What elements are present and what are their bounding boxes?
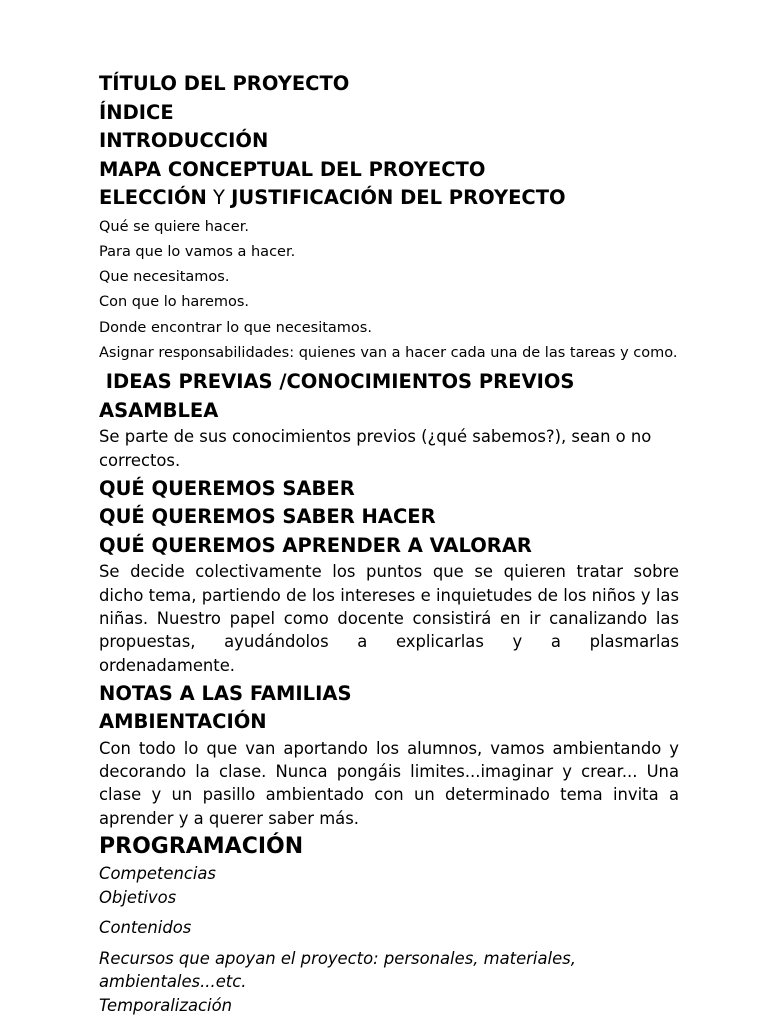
heading-notas-familias: NOTAS A LAS FAMILIAS <box>99 681 352 705</box>
paragraph-queremos: Se decide colectivamente los puntos que se quieren tratar sobre dicho tema, partiendo de los intereses e inquietudes de los niños y las niñas. Nuestro papel como docente consistirá en ir canalizando las propuestas, ayudándolos a explicarlas y a plasmarlas ordenadamente. <box>99 562 679 675</box>
paragraph-ambientacion: Con todo lo que van aportando los alumnos, vamos ambientando y decorando la clase. Nunca pongáis limites...imaginar y crear... Una clase y un pasillo ambientado con un determinado tema invita a aprender y a querer saber más. <box>99 738 679 828</box>
heading-mapa-conceptual: MAPA CONCEPTUAL DEL PROYECTO <box>99 157 486 181</box>
programacion-objetivos: Objetivos <box>99 887 177 907</box>
heading-asamblea: ASAMBLEA <box>99 398 219 422</box>
programacion-contenidos: Contenidos <box>99 918 192 938</box>
heading-programacion: PROGRAMACIÓN <box>99 834 304 860</box>
heading-eleccion-justificacion <box>99 184 679 213</box>
heading-que-queremos-saber-hacer: QUÉ QUEREMOS SABER HACER <box>99 505 436 529</box>
list-item: Con que lo haremos. <box>99 294 250 311</box>
heading-titulo: TÍTULO DEL PROYECTO <box>99 72 350 95</box>
heading-eleccion: ELECCIÓN <box>99 186 207 209</box>
list-item: Qué se quiere hacer. <box>99 218 249 235</box>
heading-justificacion: JUSTIFICACIÓN DEL PROYECTO <box>231 186 566 209</box>
heading-que-queremos-saber: QUÉ QUEREMOS SABER <box>99 476 355 500</box>
eleccion-list <box>99 215 679 367</box>
list-item: Que necesitamos. <box>99 269 230 286</box>
programacion-temporalizacion: Temporalización <box>99 995 232 1015</box>
list-item: Donde encontrar lo que necesitamos. <box>99 319 372 336</box>
document-page <box>99 70 679 1017</box>
programacion-recursos: Recursos que apoyan el proyecto: personales, materiales, ambientales...etc. <box>99 948 576 992</box>
heading-introduccion: INTRODUCCIÓN <box>99 129 269 152</box>
list-item: Para que lo vamos a hacer. <box>99 243 296 260</box>
heading-eleccion-y: Y <box>206 186 232 209</box>
heading-que-queremos-aprender-a-valorar: QUÉ QUEREMOS APRENDER A VALORAR <box>99 533 532 557</box>
heading-ambientacion: AMBIENTACIÓN <box>99 710 267 734</box>
heading-indice: ÍNDICE <box>99 100 174 124</box>
list-item: Asignar responsabilidades: quienes van a hacer cada una de las tareas y como. <box>99 344 678 361</box>
heading-ideas-previas: IDEAS PREVIAS /CONOCIMIENTOS PREVIOS <box>99 370 575 394</box>
paragraph-asamblea: Se parte de sus conocimientos previos (¿qué sabemos?), sean o no correctos. <box>99 427 652 470</box>
programacion-competencias: Competencias <box>99 864 216 884</box>
